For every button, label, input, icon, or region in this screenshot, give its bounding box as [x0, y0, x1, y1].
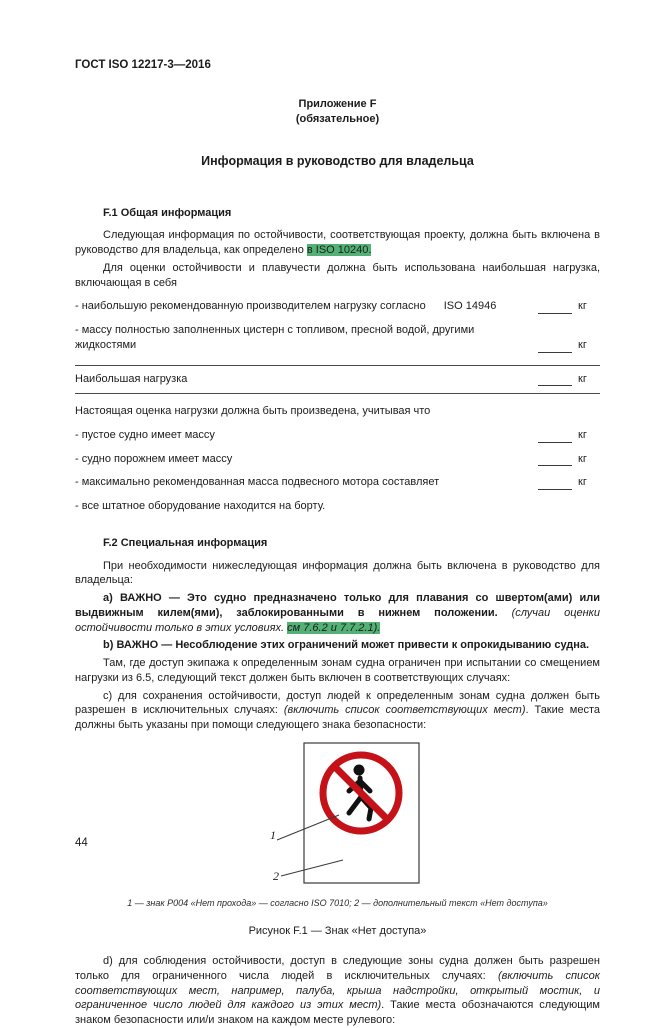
figure-caption: 1 — знак Р004 «Нет прохода» — согласно ISO 7010; 2 — дополнительный текст «Нет доступа»: [127, 898, 548, 909]
page-title: Информация в руководство для владельца: [201, 153, 474, 168]
figure-f1: [87, 741, 612, 894]
mass-item-row: - все штатное оборудование находится на борту.: [75, 500, 326, 513]
load-item-text: - массу полностью заполненных цистерн с топливом, пресной водой, другими жидкостями: [75, 324, 475, 351]
sign-frame: [304, 743, 419, 883]
appendix-kind: (обязательное): [295, 113, 380, 126]
mass-item-row: [75, 475, 600, 490]
blank-line: [538, 478, 572, 490]
f2-item-a: [75, 591, 600, 635]
f2-item-d: [75, 954, 600, 1028]
load-item-row: [75, 299, 600, 314]
mass-item-row: [75, 452, 600, 467]
section-f2-heading: F.2 Специальная информация: [103, 536, 268, 549]
f2-item-d-end: . Такие места обозначаются следующим знаком безопасности или/и знаком на каждом месте рулевого:: [75, 999, 600, 1027]
unit-label: кг: [578, 300, 587, 313]
load-item-row: [75, 323, 600, 352]
f2-item-c-text: c) для сохранения остойчивости, доступ людей к определенным зонам судна должен быть разрешен в исключительных случаях:: [75, 689, 600, 717]
unit-label: кг: [578, 476, 587, 489]
f1-note: Настоящая оценка нагрузки должна быть произведена, учитывая что: [75, 405, 431, 418]
f2-item-a-bold: a) ВАЖНО — Это судно предназначено только для плавания со швертом(ами) или выдвижным килем(ями), заблокированными в нижнем положении.: [75, 592, 600, 619]
blank-line: [538, 374, 572, 386]
max-load-row: [75, 372, 600, 387]
f1-paragraph-2: Для оценки остойчивости и плавучести должна быть использована наибольшая нагрузка, включающая в себя: [75, 261, 600, 289]
section-f1-heading: F.1 Общая информация: [103, 206, 232, 219]
iso-reference: ISO 14946: [443, 300, 497, 313]
mass-item-text: - пустое судно имеет массу: [75, 428, 215, 441]
unit-label: кг: [578, 452, 587, 465]
f2-item-a-italic: (случаи оценки остойчивости только в этих условиях.: [75, 606, 600, 634]
figure-callout-1: 1: [269, 827, 276, 842]
unit-label: кг: [578, 428, 587, 441]
f2-intro: При необходимости нижеследующая информация должна быть включена в руководство для владельца:: [75, 559, 600, 587]
max-load-label: Наибольшая нагрузка: [75, 372, 188, 385]
mass-item-text: - судно порожнем имеет массу: [75, 452, 233, 465]
f1-paragraph-1-text: Следующая информация по остойчивости, соответствующая проекту, должна быть включена в руководство для владельца, как определено: [75, 229, 600, 257]
blank-line: [538, 454, 572, 466]
unit-label: кг: [578, 338, 587, 351]
load-item-0-label: - наибольшую рекомендованную производителем нагрузку согласно: [75, 300, 426, 313]
max-load-total-block: [75, 365, 600, 395]
mass-item-text: - максимально рекомендованная масса подвесного мотора составляет: [75, 476, 440, 489]
f2-item-b: b) ВАЖНО — Несоблюдение этих ограничений может привести к опрокидыванию судна.: [103, 639, 590, 652]
figure-callout-2: 2: [272, 868, 279, 883]
unit-label: кг: [578, 372, 587, 385]
page-number: 44: [75, 837, 88, 849]
appendix-label: Приложение F: [298, 98, 377, 111]
standard-number: ГОСТ ISO 12217-3—2016: [75, 59, 211, 71]
f2-item-d-italic: (включить список соответствующих мест, например, палуба, крыша надстройки, открытый мостик, и ограниченное число людей для каждого из этих мест): [75, 969, 600, 1012]
f1-paragraph-1: [75, 228, 600, 257]
blank-line: [538, 431, 572, 443]
f2-item-c-end: . Такие места должны быть указаны при помощи следующего знака безопасности:: [75, 704, 601, 731]
figure-title: Рисунок F.1 — Знак «Нет доступа»: [248, 924, 427, 937]
blank-line: [538, 302, 572, 314]
f2-access-paragraph: Там, где доступ экипажа к определенным зонам судна ограничен при испытании со смещением нагрузки из 6.5, следующий текст должен быть включен в соответствующих случаях:: [75, 657, 600, 684]
f2-item-c: [75, 689, 600, 733]
f2-item-a-highlight: см 7.6.2 и 7.7.2.1).: [287, 621, 381, 634]
f1-paragraph-1-highlight: в ISO 10240.: [306, 244, 372, 257]
f2-item-c-italic: (включить список соответствующих мест): [283, 704, 526, 717]
blank-line: [538, 341, 572, 353]
mass-item-row: [75, 428, 600, 443]
load-item-text: [75, 299, 496, 314]
f2-item-d-text: d) для соблюдения остойчивости, доступ в следующие зоны судна должен быть разрешен только для ограниченного числа людей в исключительных случаях:: [75, 955, 600, 982]
no-access-sign-figure: [240, 741, 460, 889]
